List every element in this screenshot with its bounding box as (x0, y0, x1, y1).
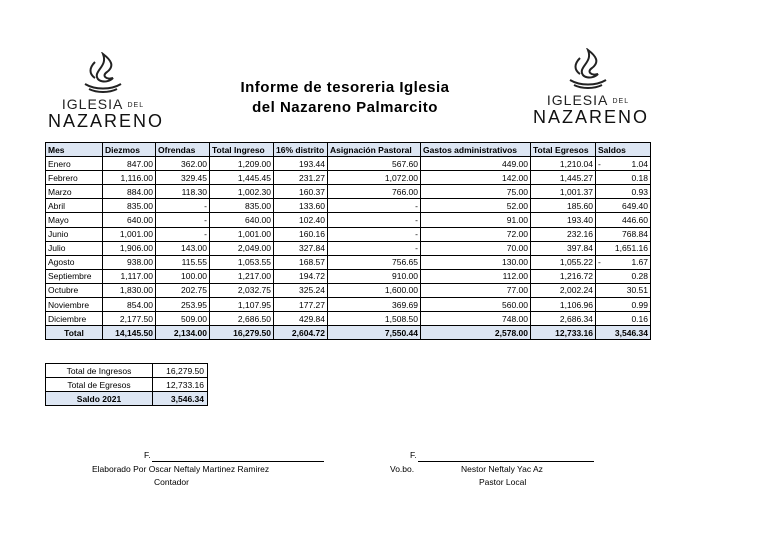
logo-left (48, 52, 165, 131)
saldo-value: 0.18 (631, 172, 648, 183)
total-ingreso: 16,279.50 (210, 326, 274, 340)
cell-diezmos: 1,906.00 (103, 241, 156, 255)
cell-distrito: 327.84 (274, 241, 328, 255)
cell-asignacion: - (328, 213, 421, 227)
cell-mes: Diciembre (46, 312, 103, 326)
saldo-value: 0.93 (631, 186, 648, 197)
cell-gastos: 91.00 (421, 213, 531, 227)
table-row (46, 269, 651, 283)
cell-asignacion: 1,508.50 (328, 312, 421, 326)
cell-distrito: 177.27 (274, 298, 328, 312)
cell-asignacion: - (328, 199, 421, 213)
cell-gastos: 560.00 (421, 298, 531, 312)
signature-right-f: F. (410, 450, 417, 460)
logo-text-iglesia: IGLESIA DEL (546, 92, 630, 108)
cell-distrito: 102.40 (274, 213, 328, 227)
cell-saldo (596, 185, 651, 199)
table-row (46, 298, 651, 312)
table-total-row (46, 326, 651, 340)
cell-diezmos: 1,830.00 (103, 283, 156, 297)
cell-ofrendas: - (156, 213, 210, 227)
table-row (46, 312, 651, 326)
cell-mes: Noviembre (46, 298, 103, 312)
cell-total-ingreso: 1,445.45 (210, 171, 274, 185)
total-saldo: 3,546.34 (596, 326, 651, 340)
table-row (46, 157, 651, 171)
cell-total-egresos: 1,001.37 (531, 185, 596, 199)
logo-text-nazareno: NAZARENO (48, 111, 165, 131)
logo-text-iglesia: IGLESIA DEL (61, 96, 145, 112)
signature-left-f: F. (144, 450, 151, 460)
cell-ofrendas: - (156, 227, 210, 241)
cell-asignacion: 567.60 (328, 157, 421, 171)
cell-saldo (596, 283, 651, 297)
cell-saldo (596, 312, 651, 326)
col-header-total-egresos: Total Egresos (531, 143, 596, 157)
cell-total-ingreso: 1,001.00 (210, 227, 274, 241)
cell-total-egresos: 1,055.22 (531, 255, 596, 269)
summary-value: 16,279.50 (153, 364, 208, 378)
cell-diezmos: 2,177.50 (103, 312, 156, 326)
logo-right (533, 48, 650, 127)
treasury-table (45, 142, 651, 340)
cell-total-ingreso: 2,049.00 (210, 241, 274, 255)
cell-ofrendas: 115.55 (156, 255, 210, 269)
cell-total-egresos: 193.40 (531, 213, 596, 227)
cell-diezmos: 1,116.00 (103, 171, 156, 185)
cell-ofrendas: - (156, 199, 210, 213)
saldo-value: 446.60 (622, 215, 648, 226)
total-diezmos: 14,145.50 (103, 326, 156, 340)
cell-asignacion: - (328, 227, 421, 241)
table-row (46, 255, 651, 269)
summary-row (46, 392, 208, 406)
cell-mes: Agosto (46, 255, 103, 269)
signature-left-line (152, 461, 324, 462)
summary-label: Saldo 2021 (46, 392, 153, 406)
cell-mes: Enero (46, 157, 103, 171)
table-header-row (46, 143, 651, 157)
cell-ofrendas: 100.00 (156, 269, 210, 283)
signature-right-line (418, 461, 594, 462)
cell-distrito: 133.60 (274, 199, 328, 213)
cell-saldo (596, 227, 651, 241)
cell-gastos: 112.00 (421, 269, 531, 283)
col-header-saldos: Saldos (596, 143, 651, 157)
saldo-value: 1.04 (631, 158, 648, 169)
cell-distrito: 231.27 (274, 171, 328, 185)
summary-row (46, 364, 208, 378)
cell-distrito: 168.57 (274, 255, 328, 269)
flame-icon (81, 52, 125, 94)
cell-gastos: 72.00 (421, 227, 531, 241)
cell-total-ingreso: 1,217.00 (210, 269, 274, 283)
col-header-ofrendas: Ofrendas (156, 143, 210, 157)
report-title (210, 78, 480, 118)
saldo-value: 768.84 (622, 229, 648, 240)
summary-value: 12,733.16 (153, 378, 208, 392)
saldo-value: 1,651.16 (614, 243, 648, 254)
signature-right-vobo: Vo.bo. (390, 464, 415, 474)
cell-asignacion: 766.00 (328, 185, 421, 199)
cell-ofrendas: 202.75 (156, 283, 210, 297)
cell-gastos: 748.00 (421, 312, 531, 326)
cell-saldo (596, 298, 651, 312)
summary-table (45, 363, 208, 406)
table-row (46, 213, 651, 227)
cell-ofrendas: 118.30 (156, 185, 210, 199)
cell-total-ingreso: 2,686.50 (210, 312, 274, 326)
cell-saldo (596, 255, 651, 269)
cell-mes: Marzo (46, 185, 103, 199)
cell-asignacion: 1,072.00 (328, 171, 421, 185)
cell-mes: Septiembre (46, 269, 103, 283)
cell-total-ingreso: 2,032.75 (210, 283, 274, 297)
cell-total-egresos: 2,002.24 (531, 283, 596, 297)
cell-mes: Junio (46, 227, 103, 241)
col-header-mes: Mes (46, 143, 103, 157)
table-row (46, 227, 651, 241)
cell-total-ingreso: 640.00 (210, 213, 274, 227)
cell-asignacion: 756.65 (328, 255, 421, 269)
cell-gastos: 70.00 (421, 241, 531, 255)
cell-total-egresos: 185.60 (531, 199, 596, 213)
saldo-value: 0.28 (631, 271, 648, 282)
summary-label: Total de Ingresos (46, 364, 153, 378)
summary-label: Total de Egresos (46, 378, 153, 392)
summary-value: 3,546.34 (153, 392, 208, 406)
cell-distrito: 160.16 (274, 227, 328, 241)
cell-gastos: 75.00 (421, 185, 531, 199)
table-row (46, 199, 651, 213)
cell-ofrendas: 253.95 (156, 298, 210, 312)
cell-distrito: 193.44 (274, 157, 328, 171)
cell-total-egresos: 2,686.34 (531, 312, 596, 326)
cell-total-ingreso: 835.00 (210, 199, 274, 213)
saldo-value: 1.67 (631, 257, 648, 268)
cell-distrito: 194.72 (274, 269, 328, 283)
cell-total-ingreso: 1,209.00 (210, 157, 274, 171)
table-row (46, 185, 651, 199)
title-line-1: Informe de tesoreria Iglesia (240, 79, 450, 96)
signature-left-role: Contador (154, 477, 189, 487)
cell-asignacion: 369.69 (328, 298, 421, 312)
table-row (46, 283, 651, 297)
cell-mes: Julio (46, 241, 103, 255)
cell-saldo (596, 157, 651, 171)
col-header-total-ingreso: Total Ingreso (210, 143, 274, 157)
cell-mes: Octubre (46, 283, 103, 297)
cell-asignacion: 910.00 (328, 269, 421, 283)
saldo-value: 649.40 (622, 200, 648, 211)
cell-mes: Mayo (46, 213, 103, 227)
cell-distrito: 429.84 (274, 312, 328, 326)
cell-diezmos: 847.00 (103, 157, 156, 171)
cell-ofrendas: 509.00 (156, 312, 210, 326)
cell-gastos: 449.00 (421, 157, 531, 171)
cell-asignacion: 1,600.00 (328, 283, 421, 297)
table-row (46, 171, 651, 185)
cell-total-egresos: 1,445.27 (531, 171, 596, 185)
col-header-asignacion: Asignación Pastoral (328, 143, 421, 157)
cell-distrito: 160.37 (274, 185, 328, 199)
cell-gastos: 52.00 (421, 199, 531, 213)
cell-saldo (596, 171, 651, 185)
cell-diezmos: 854.00 (103, 298, 156, 312)
total-gastos: 2,578.00 (421, 326, 531, 340)
cell-saldo (596, 213, 651, 227)
cell-mes: Febrero (46, 171, 103, 185)
title-line-2: del Nazareno Palmarcito (252, 99, 438, 116)
cell-ofrendas: 362.00 (156, 157, 210, 171)
cell-mes: Abril (46, 199, 103, 213)
negative-sign: - (598, 158, 601, 169)
total-egresos: 12,733.16 (531, 326, 596, 340)
cell-saldo (596, 199, 651, 213)
total-ofrendas: 2,134.00 (156, 326, 210, 340)
cell-total-ingreso: 1,107.95 (210, 298, 274, 312)
cell-total-egresos: 1,106.96 (531, 298, 596, 312)
signature-right-name: Nestor Neftaly Yac Az (461, 464, 543, 474)
signature-right-role: Pastor Local (479, 477, 527, 487)
total-asignacion: 7,550.44 (328, 326, 421, 340)
total-distrito: 2,604.72 (274, 326, 328, 340)
cell-total-ingreso: 1,002.30 (210, 185, 274, 199)
cell-diezmos: 938.00 (103, 255, 156, 269)
cell-asignacion: - (328, 241, 421, 255)
cell-gastos: 130.00 (421, 255, 531, 269)
cell-total-egresos: 232.16 (531, 227, 596, 241)
cell-total-egresos: 1,210.04 (531, 157, 596, 171)
logo-text-nazareno: NAZARENO (533, 107, 650, 127)
col-header-distrito: 16% distrito (274, 143, 328, 157)
col-header-gastos: Gastos administrativos (421, 143, 531, 157)
cell-total-ingreso: 1,053.55 (210, 255, 274, 269)
col-header-diezmos: Diezmos (103, 143, 156, 157)
cell-distrito: 325.24 (274, 283, 328, 297)
negative-sign: - (598, 257, 601, 268)
cell-diezmos: 1,001.00 (103, 227, 156, 241)
total-label: Total (46, 326, 103, 340)
saldo-value: 0.16 (631, 313, 648, 324)
cell-ofrendas: 143.00 (156, 241, 210, 255)
cell-diezmos: 835.00 (103, 199, 156, 213)
cell-total-egresos: 397.84 (531, 241, 596, 255)
cell-gastos: 77.00 (421, 283, 531, 297)
table-row (46, 241, 651, 255)
cell-total-egresos: 1,216.72 (531, 269, 596, 283)
flame-icon (566, 48, 610, 90)
cell-saldo (596, 241, 651, 255)
saldo-value: 30.51 (626, 285, 648, 296)
cell-gastos: 142.00 (421, 171, 531, 185)
cell-saldo (596, 269, 651, 283)
cell-diezmos: 1,117.00 (103, 269, 156, 283)
cell-ofrendas: 329.45 (156, 171, 210, 185)
cell-diezmos: 884.00 (103, 185, 156, 199)
saldo-value: 0.99 (631, 299, 648, 310)
cell-diezmos: 640.00 (103, 213, 156, 227)
signature-left-name: Elaborado Por Oscar Neftaly Martinez Ramirez (92, 464, 270, 474)
summary-row (46, 378, 208, 392)
